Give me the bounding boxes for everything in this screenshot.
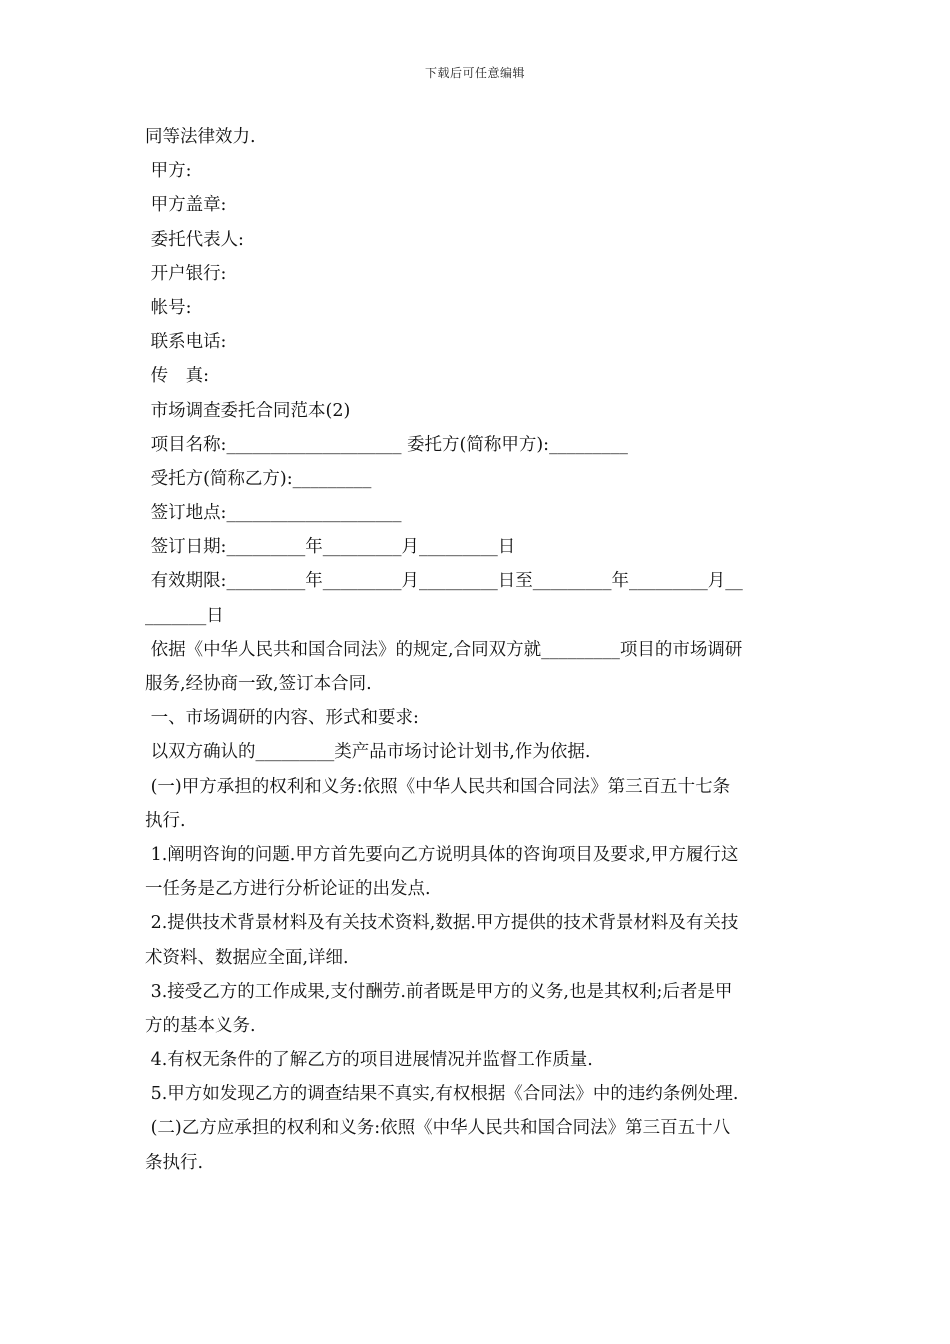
validity-period-field: 有效期限:_________年_________月_________日至_________年_________月__ [145, 571, 743, 592]
contract-title: 市场调查委托合同范本(2) [145, 400, 351, 421]
bank-label: 开户银行: [145, 263, 227, 284]
section-heading: 一、市场调研的内容、形式和要求: [145, 708, 419, 729]
clause-item: 3.接受乙方的工作成果,支付酬劳.前者既是甲方的义务,也是其权利;后者是甲 [145, 981, 733, 1002]
subsection-heading: (一)甲方承担的权利和义务:依照《中华人民共和国合同法》第三百五十七条 [145, 776, 731, 797]
subsection-heading: (二)乙方应承担的权利和义务:依照《中华人民共和国合同法》第三百五十八 [145, 1118, 731, 1139]
clause-item: 方的基本义务. [145, 1015, 256, 1036]
text-line: 同等法律效力. [145, 127, 256, 147]
project-name-field: 项目名称:____________________ 委托方(简称甲方):_________ [145, 434, 628, 455]
party-a-seal-label: 甲方盖章: [145, 195, 227, 216]
paragraph-line: 以双方确认的_________类产品市场讨论计划书,作为依据. [145, 742, 591, 763]
paragraph-line: 依据《中华人民共和国合同法》的规定,合同双方就_________项目的市场调研 [145, 639, 743, 660]
clause-item: 4.有权无条件的了解乙方的项目进展情况并监督工作质量. [145, 1050, 593, 1071]
paragraph-line: 服务,经协商一致,签订本合同. [145, 674, 372, 694]
clause-item: 2.提供技术背景材料及有关技术资料,数据.甲方提供的技术背景材料及有关技 [145, 913, 739, 934]
validity-period-field-cont: _______日 [145, 605, 224, 626]
clause-item: 5.甲方如发现乙方的调查结果不真实,有权根据《合同法》中的违约条例处理. [145, 1084, 739, 1105]
clause-item: 一任务是乙方进行分析论证的出发点. [145, 879, 431, 900]
clause-item: 术资料、数据应全面,详细. [145, 947, 349, 968]
signing-date-field: 签订日期:_________年_________月_________日 [145, 537, 516, 558]
representative-label: 委托代表人: [145, 229, 244, 250]
phone-label: 联系电话: [145, 332, 227, 353]
account-label: 帐号: [145, 297, 192, 318]
signing-place-field: 签订地点:____________________ [145, 503, 402, 524]
clause-item: 1.阐明咨询的问题.甲方首先要向乙方说明具体的咨询项目及要求,甲方履行这 [145, 844, 739, 865]
party-b-field: 受托方(简称乙方):_________ [145, 468, 372, 489]
document-body [145, 120, 810, 1180]
paragraph-line: 执行. [145, 810, 186, 831]
fax-label: 传 真: [145, 366, 209, 387]
party-a-label: 甲方: [145, 161, 192, 182]
paragraph-line: 条执行. [145, 1152, 204, 1173]
page-header: 下载后可任意编辑 [424, 66, 525, 80]
